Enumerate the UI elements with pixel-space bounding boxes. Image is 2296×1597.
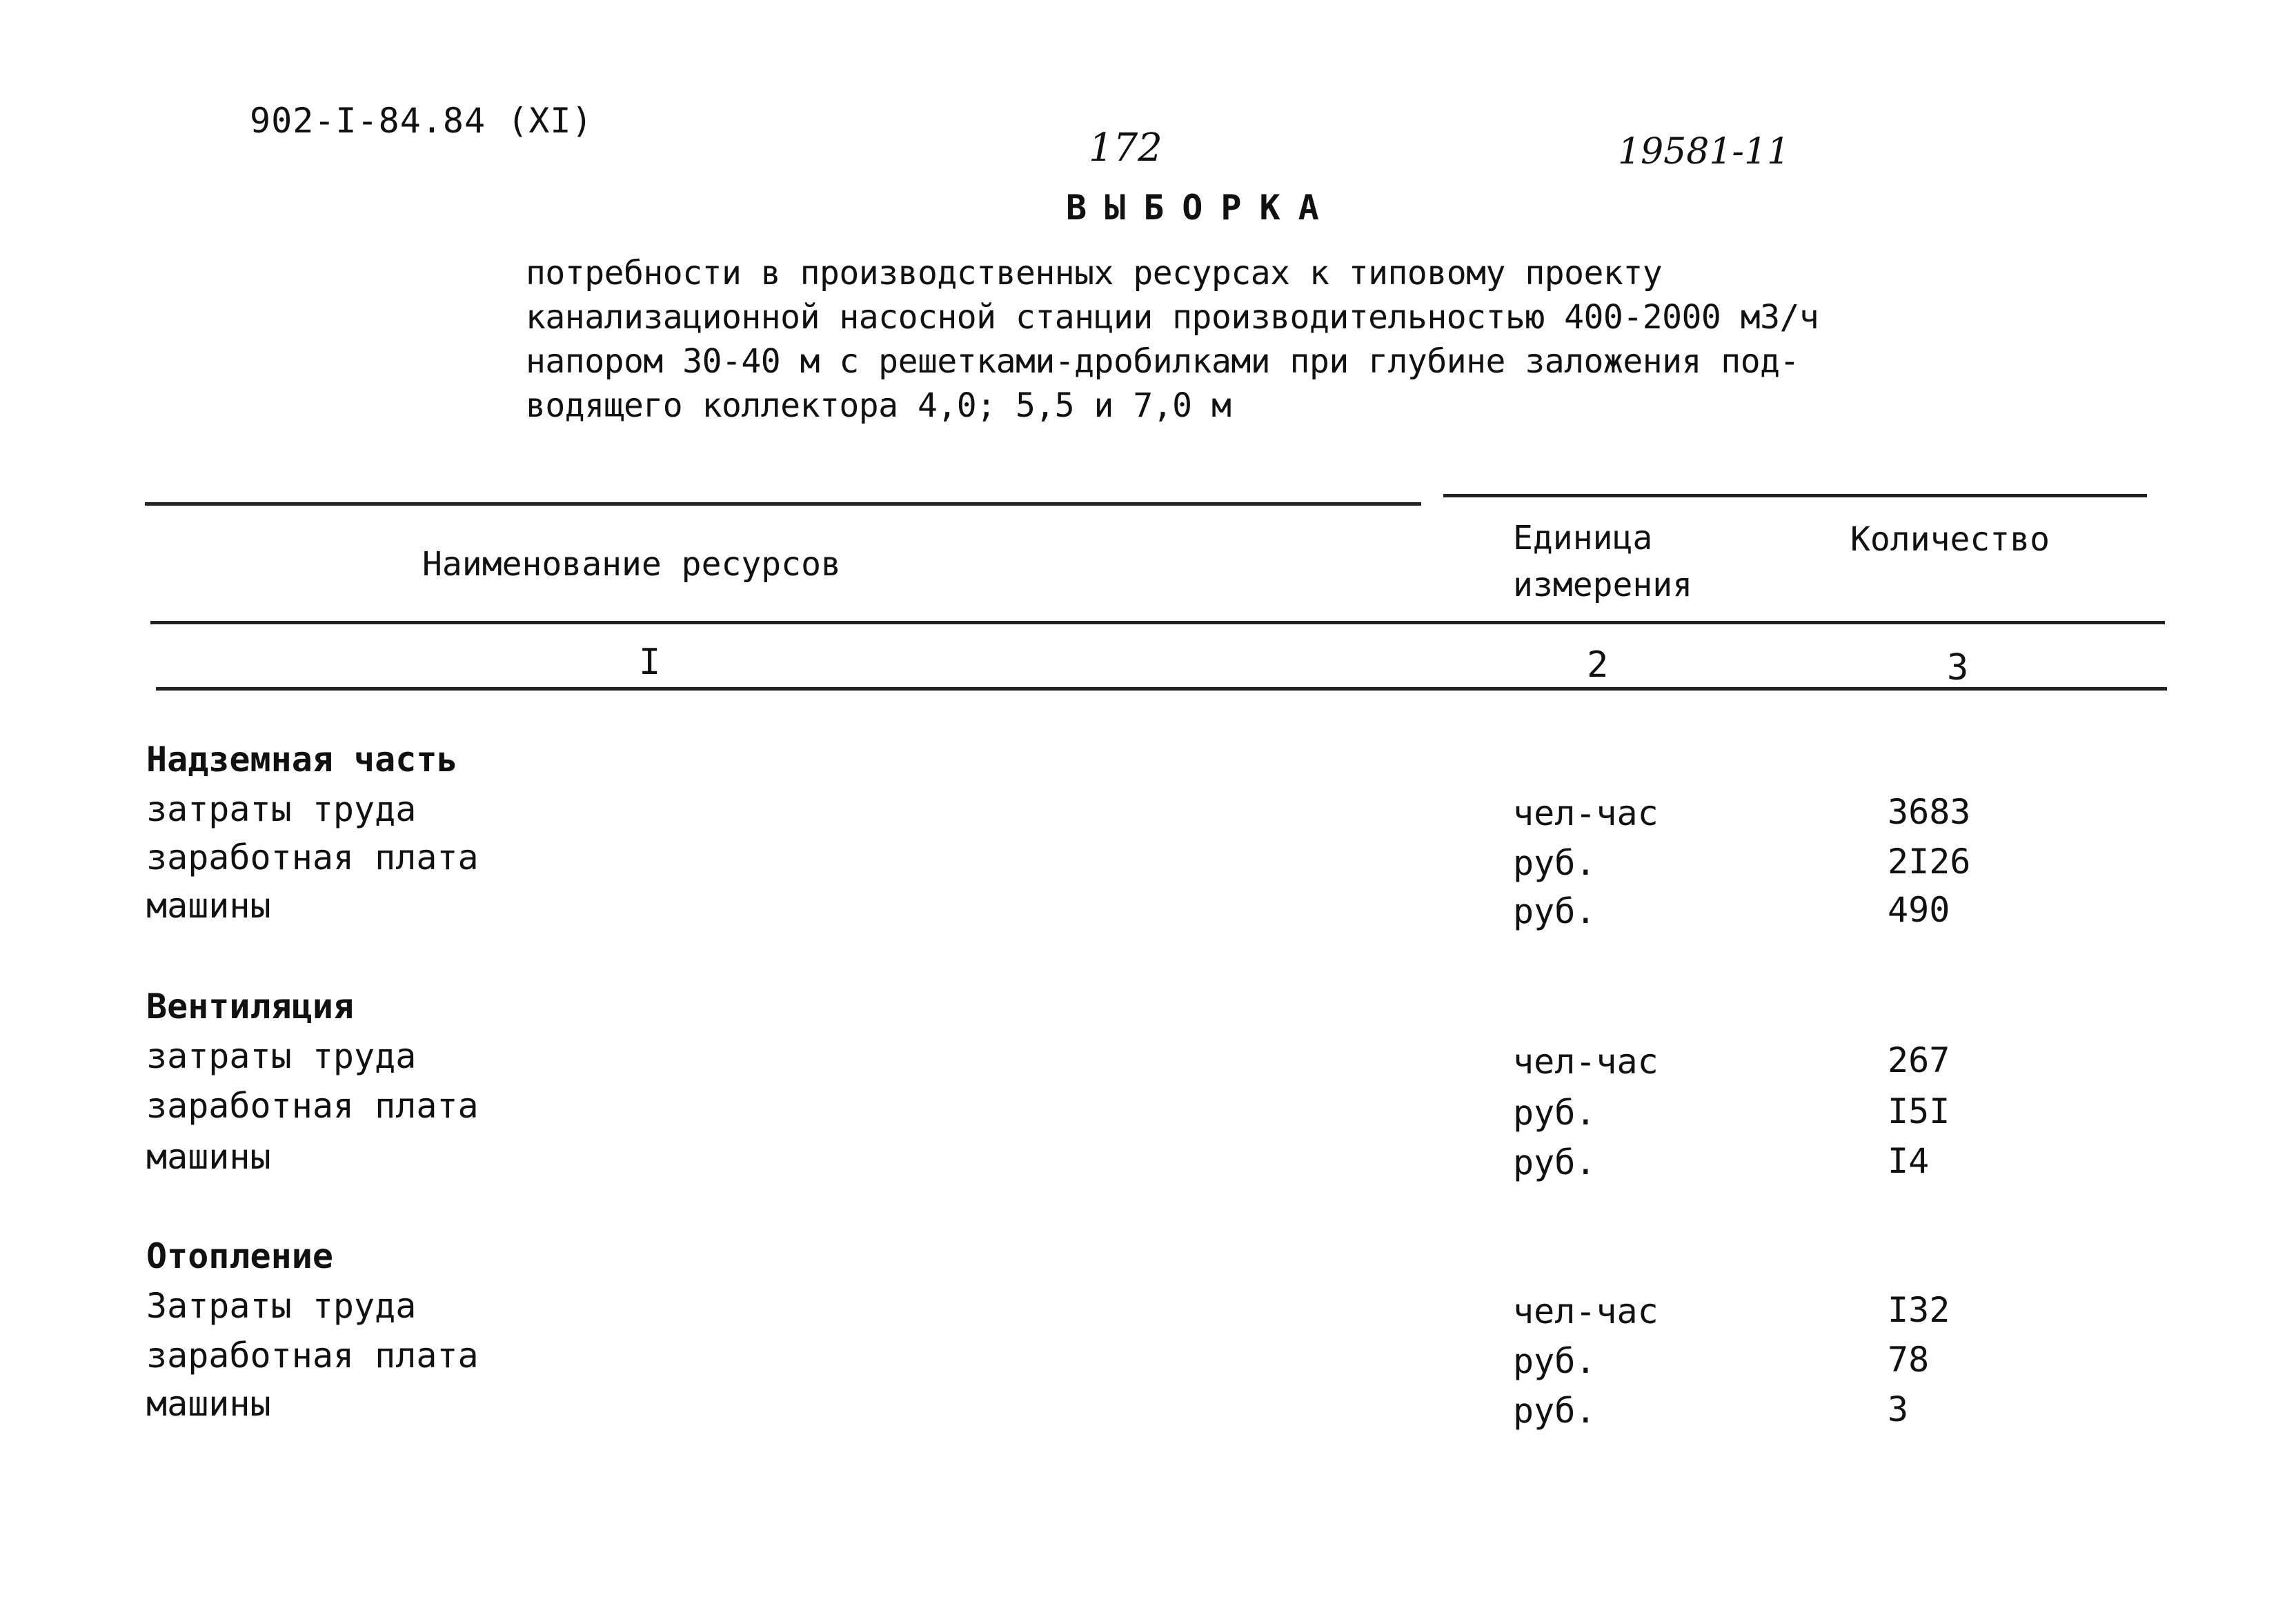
table-row-unit: руб. [1513, 843, 1596, 883]
header-quantity: Количество [1850, 520, 2050, 559]
table-row-name: машины [146, 1384, 271, 1424]
header-bottom-rule [150, 621, 2165, 624]
column-number-3: 3 [1947, 647, 1969, 688]
column-numbers-bottom-rule [156, 687, 2167, 691]
table-row-name: заработная плата [146, 837, 479, 877]
table-row-name: машины [146, 886, 271, 926]
section-title: Надземная часть [146, 740, 458, 780]
table-row-quantity: I4 [1888, 1141, 1930, 1181]
table-row-name: Затраты труда [146, 1286, 417, 1326]
table-row-name: машины [146, 1137, 271, 1177]
document-code: 902-I-84.84 (XI) [250, 101, 593, 141]
table-row-quantity: I5I [1888, 1091, 1950, 1131]
table-row-unit: чел-час [1513, 1042, 1659, 1082]
intro-line-1: потребности в производственных ресурсах к типовому проекту [526, 254, 1663, 292]
header-unit-line2: измерения [1513, 566, 1693, 604]
table-row-name: затраты труда [146, 1036, 417, 1076]
table-row-unit: руб. [1513, 891, 1596, 931]
header-unit-line1: Единица [1513, 519, 1653, 557]
table-row-quantity: 78 [1888, 1340, 1930, 1380]
header-resource-name: Наименование ресурсов [422, 545, 841, 584]
table-row-unit: руб. [1513, 1142, 1596, 1182]
table-row-quantity: I32 [1888, 1290, 1950, 1330]
table-row-unit: руб. [1513, 1341, 1596, 1381]
table-row-quantity: 267 [1888, 1040, 1950, 1080]
column-number-2: 2 [1587, 644, 1609, 686]
table-row-unit: чел-час [1513, 1291, 1659, 1331]
intro-line-3: напором 30-40 м с решетками-дробилками при глубине заложения под- [526, 342, 1799, 381]
section-title: Отопление [146, 1236, 333, 1276]
table-top-rule-right [1443, 494, 2147, 497]
table-row-quantity: 2I26 [1888, 842, 1971, 882]
table-top-rule-left [145, 502, 1421, 506]
section-title: Вентиляция [146, 986, 355, 1026]
table-row-quantity: 3683 [1888, 792, 1971, 832]
intro-line-4: водящего коллектора 4,0; 5,5 и 7,0 м [526, 386, 1231, 425]
table-row-unit: руб. [1513, 1093, 1596, 1133]
table-row-unit: руб. [1513, 1391, 1596, 1431]
page-number: 172 [1089, 126, 1162, 170]
table-row-name: заработная плата [146, 1086, 479, 1126]
table-row-quantity: 3 [1888, 1389, 1909, 1429]
table-row-quantity: 490 [1888, 890, 1950, 930]
inventory-number: 19581-11 [1618, 131, 1790, 172]
column-number-1: I [639, 642, 661, 683]
table-row-name: заработная плата [146, 1336, 479, 1376]
table-row-name: затраты труда [146, 789, 417, 829]
document-title: ВЫБОРКА [1066, 188, 1337, 228]
intro-line-2: канализационной насосной станции производительностью 400-2000 м3/ч [526, 298, 1819, 337]
table-row-unit: чел-час [1513, 793, 1659, 833]
